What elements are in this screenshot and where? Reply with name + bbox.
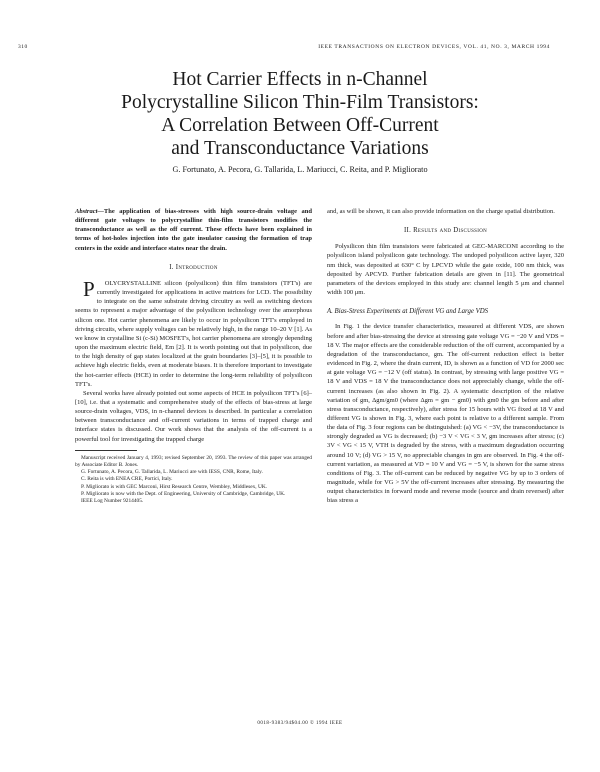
title-line-4: and Transconductance Variations (171, 138, 429, 159)
right-column (327, 207, 564, 506)
section-heading-results: II. Results and Discussion (403, 227, 488, 235)
intro-paragraph-2: Several works have already pointed out some aspects of HCE in polysilicon TFT's [6]–[10], i.e. that a systematic and comprehensive study of the effects of bias-stress at large source-drain voltages, VDS, in n-channel devices is described. In particular a correlation between transconductance and off-current variations in terms of trapped charge and interface states is discussed. Our work shows that the analysis of the off-current is a powerful tool for investigating the trapped charge (75, 389, 312, 443)
paper-title (60, 68, 540, 160)
footnote-affiliation-2: C. Reita is with ENEA CRE, Portici, Italy. (81, 476, 173, 483)
footnote-affiliation-3: P. Migliorato is with GEC Marconi, Hirst Research Centre, Wembley, Middlesex, UK. (81, 483, 268, 490)
intro-paragraph-1-text: OLYCRYSTALLINE silicon (polysilicon) thin film transistors (TFT's) are currently investigated for applications in active matrices for LCD. The possibility to integrate on the same substrate driving circuitry as well as switching devices seems to represent a major advantage of the polysilicon technology over the amorphous silicon one. Hot carrier phenomena are likely to occur in polysilicon TFT's employed in driving circuits, where supply voltages can be relatively high, in the range 10–20 V [1]. As we know in crystalline Si (c-Si) MOSFET's, hot carrier phenomena are strongly depending upon the maximum electric field, Em [2]. It is worth pointing out that in polysilicon, due to the high density of gap states localized at the grain boundaries [3]–[5], it is possible to achieve high electric fields, even at moderate biases. It is therefore important to investigate the hot-carrier effects (HCE) in order to determine the long-term reliability of polysilicon TFT's. (75, 279, 312, 388)
footnote-affiliation-1: G. Fortunato, A. Pecora, G. Tallarida, L. Mariucci are with IESS, CNR, Rome, Italy. (81, 469, 263, 476)
abstract-text: The application of bias-stresses with high source-drain voltage and different gate voltages to polycrystalline thin-film transistors modifies the transconductance as well as the off current. These effects have been explained in terms of hot-holes injection into the gate insulator causing the formation of trap centers in the oxide and interface states near the drain. (75, 208, 312, 252)
footnote-affiliation-4: P. Migliorato is now with the Dept. of Engineering, University of Cambridge, Cambridge, UK. (81, 490, 286, 497)
title-line-3: A Correlation Between Off-Current (161, 115, 439, 136)
title-line-2: Polycrystalline Silicon Thin-Film Transistors: (121, 92, 479, 113)
results-paragraph-1: Polysilicon thin film transistors were fabricated at GEC-MARCONI according to the polysilicon island polysilicon gate technology. The undoped polysilicon active layer, 320 nm thick, was deposited at 630° C by LPCVD while the gate oxide, 100 nm thick, was deposited by APCVD. Further fabrication details are given in [11]. The geometrical parameters of the devices employed in this study are: channel length 5 μm and channel width 100 μm. (327, 243, 564, 297)
author-list: G. Fortunato, A. Pecora, G. Tallarida, L. Mariucci, C. Reita, and P. Migliorato (172, 165, 428, 174)
abstract (75, 207, 312, 253)
page-number: 310 (18, 44, 28, 50)
section-heading-introduction: I. Introduction (169, 263, 218, 271)
results-paragraph-2: In Fig. 1 the device transfer characteristics, measured at different VDS, are shown before and after bias-stressing the device at stressing gate voltage VG = −20 V and VDS = 18 V. The major effects are the considerable reduction of the off current, accompanied by a degradation of the transconductance, gm. The off-current reduction effect is better evidenced in Fig. 2, where the drain current, ID, is shown as a function of VD for 2000 sec at gate voltage VG = −12 V (off status). In contrast, by stressing with large positive VG = 18 V and VDS = 18 V the transconductance does not appreciably change, while the off-current increases (as also shown in Fig. 2). A systematic description of the relative variation of gm, Δgm/gm0 (where Δgm = gm − gm0) with gm0 the gm before and after stress transconductance, respectively), after stress for 15 hours with VG fixed at 18 V and different VG is shown in Fig. 3, where each point is relative to a different sample. From the data of Fig. 3 four regions can be distinguished: (a) VG < −3V, the transconductance is strongly degraded as VG is decreased; (b) −3 V < VG < 3 V, gm increases after stress; (c) 3V < VG < 15 V, VTH is degraded by the stress, with a maximum degradation occurring around 10 V; (d) VG > 15 V, no appreciable changes in gm are observed. In Fig. 4 the off-current variation, as measured at VD = 10 V and VG = −5 V, is shown for the same stress conditions of Fig. 3. The off-current can be reduced by negative VG by up to 3 orders of magnitude, while for VG > 5V the off-current increases after stressing. By measuring the output characteristics in forward mode and reverse mode (source and drain reversed) after bias stress a (327, 323, 564, 505)
continuation-paragraph: and, as will be shown, it can also provide information on the charge spatial distribution. (327, 208, 555, 215)
intro-paragraph-1 (75, 276, 312, 389)
footnote-log-number: IEEE Log Number 9214405. (81, 497, 144, 504)
footnote-manuscript: Manuscript received January 4, 1993; revised September 20, 1993. The review of this paper was arranged by Associate Editor B. Jones. (75, 454, 312, 468)
subsection-heading-bias-stress: A. Bias-Stress Experiments at Different VG and Large VDS (327, 308, 489, 316)
abstract-label: Abstract— (75, 208, 104, 215)
drop-cap: P (83, 276, 95, 301)
copyright-line: 0018-9383/94$04.00 © 1994 IEEE (257, 721, 343, 726)
running-head: IEEE TRANSACTIONS ON ELECTRON DEVICES, VOL. 41, NO. 3, MARCH 1994 (318, 44, 550, 50)
footnote-divider (75, 450, 137, 451)
footnotes (75, 455, 312, 505)
title-line-1: Hot Carrier Effects in n-Channel (172, 69, 428, 90)
left-column (75, 207, 312, 505)
